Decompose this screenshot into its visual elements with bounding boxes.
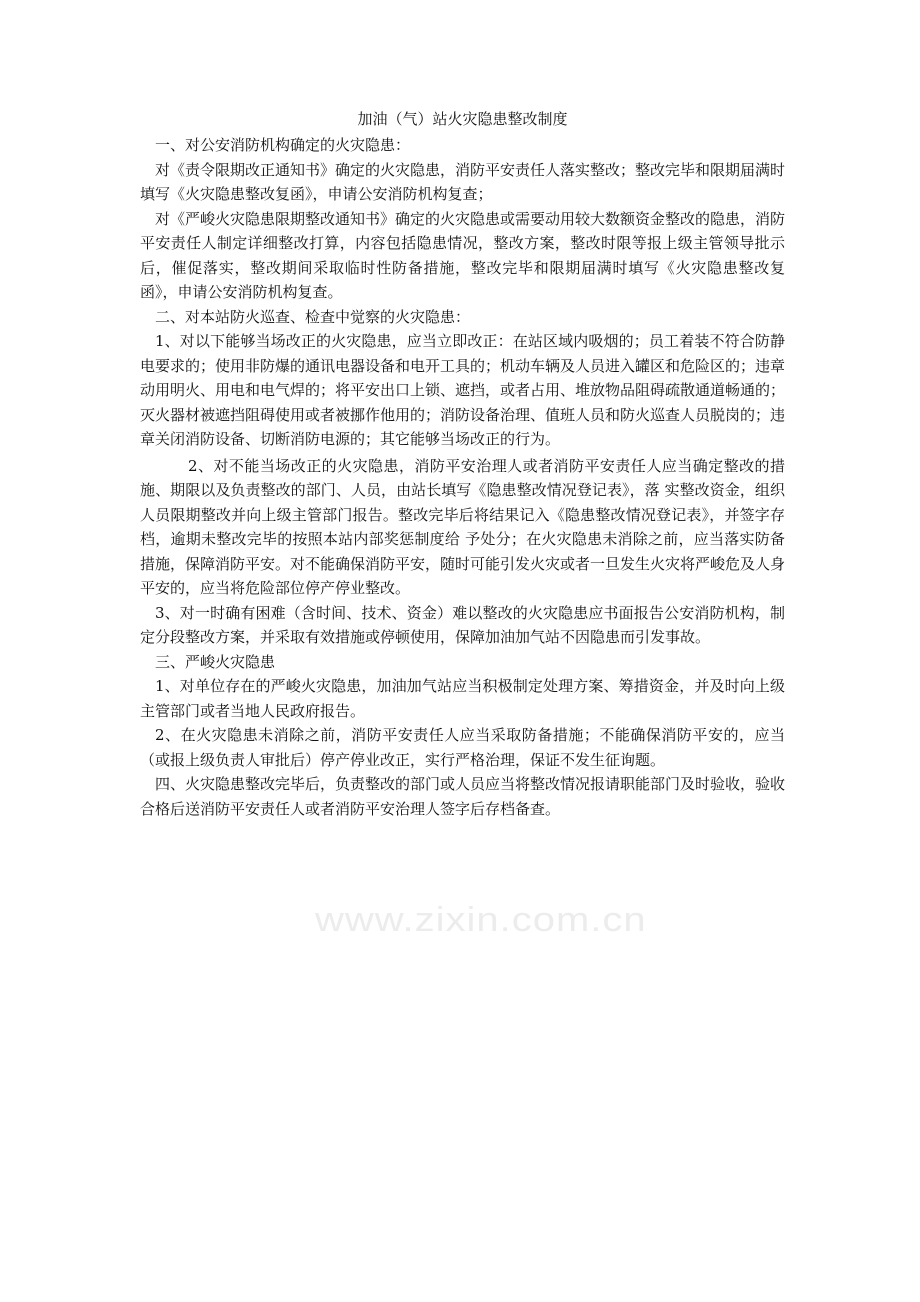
watermark: www.zixin.com.cn — [315, 901, 647, 939]
paragraph-item-3-2: 2、在火灾隐患未消除之前，消防平安责任人应当采取防备措施；不能确保消防平安的，应当（或报上级负责人审批后）停产停业改正，实行严格治理，保证不发生征询题。 — [140, 726, 785, 769]
section-heading-3: 三、严峻火灾隐患 — [155, 652, 276, 671]
paragraph-serious-notice: 对《严峻火灾隐患限期整改通知书》确定的火灾隐患或需要动用较大数额资金整改的隐患，消防平安责任人制定详细整改打算，内容包括隐患情况，整改方案，整改时限等报上级主管领导批示后，催促落实，整改期间采取临时性防备措施，整改完毕和限期届满时填写《火灾隐患整改复函》，申请公安消防机构复查。 — [140, 209, 786, 301]
section-heading-4: 四、火灾隐患整改完毕后，负责整改的部门或人员应当将整改情况报请职能部门及时验收，验收合格后送消防平安责任人或者消防平安治理人签字后存档备查。 — [140, 775, 786, 818]
paragraph-item-3-1: 1、对单位存在的严峻火灾隐患，加油加气站应当积极制定处理方案、筹措资金，并及时向上级主管部门或者当地人民政府报告。 — [140, 677, 785, 720]
section-heading-2: 二、对本站防火巡查、检查中觉察的火灾隐患： — [155, 307, 471, 326]
section-heading-1: 一、对公安消防机构确定的火灾隐患： — [155, 136, 411, 154]
paragraph-item-2-1: 1、对以下能够当场改正的火灾隐患，应当立即改正：在站区域内吸烟的；员工着装不符合防静电要求的；使用非防爆的通讯电器设备和电开工具的；机动车辆及人员进入罐区和危险区的；违章动用明火、用电和电气焊的；将平安出口上锁、遮挡，或者占用、堆放物品阻碍疏散通道畅通的；灭火器材被遮挡阻碍使用或者被挪作他用的；消防设备治理、值班人员和防火巡查人员脱岗的；违章关闭消防设备、切断消防电源的；其它能够当场改正的行为。 — [140, 332, 786, 448]
document-body — [140, 108, 785, 821]
document-title: 加油（气）站火灾隐患整改制度 — [357, 110, 568, 128]
paragraph-item-2-3: 3、对一时确有困难（含时间、技术、资金）难以整改的火灾隐患应书面报告公安消防机构，制定分段整改方案，并采取有效措施或停顿使用，保障加油加气站不因隐患而引发事故。 — [140, 603, 785, 646]
paragraph-item-2-2: 2、对不能当场改正的火灾隐患，消防平安治理人或者消防平安责任人应当确定整改的措施、期限以及负责整改的部门、人员，由站长填写《隐患整改情况登记表》，落 实整改资金，组织人员限期整改并向上级主管部门报告。整改完毕后将结果记入《隐患整改情况登记表》，并签字存档，逾期未整改完毕的按照本站内部奖惩制度给 予处分；在火灾隐患未消除之前，应当落实防备措施，保障消防平安。对不能确保消防平安，随时可能引发火灾或者一旦发生火灾将严峻危及人身平安的，应当将危险部位停产停业整改。 — [140, 456, 786, 597]
paragraph-notice-rectify: 对《责令限期改正通知书》确定的火灾隐患，消防平安责任人落实整改；整改完毕和限期届满时填写《火灾隐患整改复函》，申请公安消防机构复查； — [140, 160, 786, 203]
